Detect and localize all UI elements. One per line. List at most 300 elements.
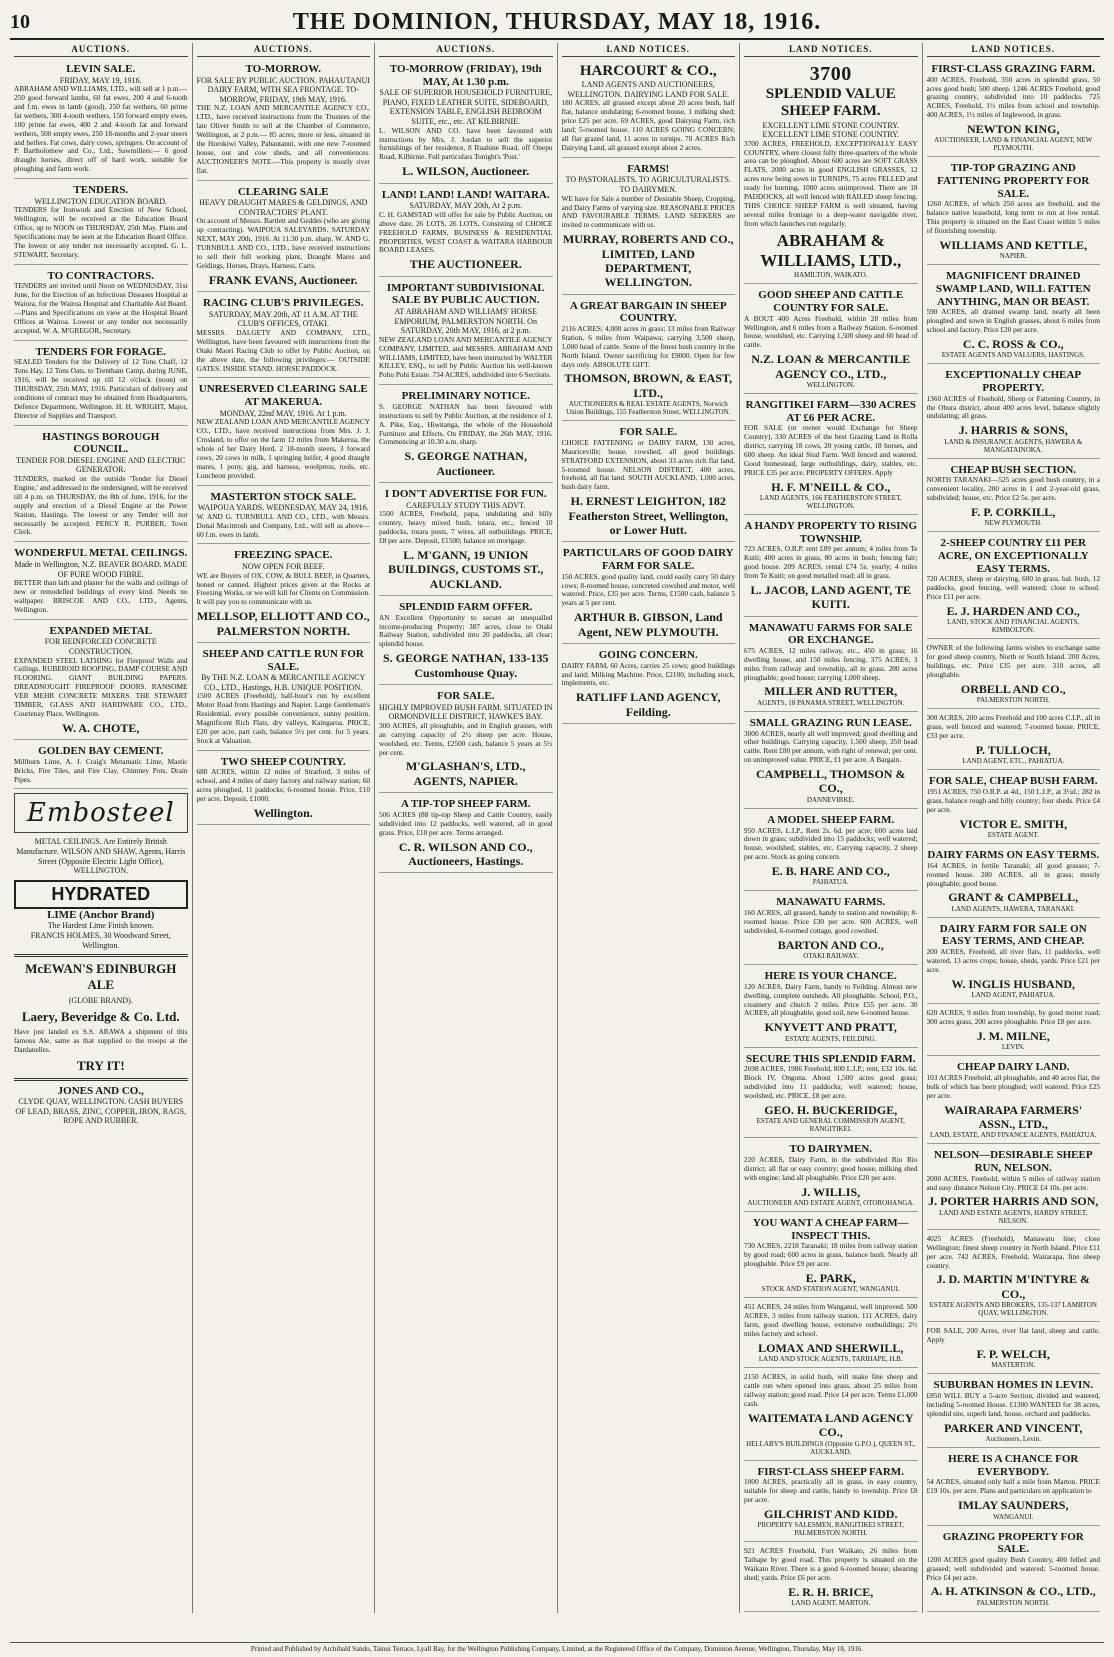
ad-agent-address: ESTATE AGENTS, FEILDING.	[785, 1034, 877, 1043]
advertisement	[379, 279, 553, 386]
ad-subtitle: WAIPOUA YARDS. WEDNESDAY, MAY 24, 1916.	[197, 503, 369, 513]
ad-agent: ABRAHAM & WILLIAMS, LTD.,	[760, 230, 902, 270]
ad-subtitle: AT ABRAHAM AND WILLIAMS' HORSE EMPORIUM, PALMERSTON NORTH. On SATURDAY, 20th MAY, 1916, at 2 p.m.	[394, 306, 537, 336]
ad-agent: L. M'GANN, 19 UNION BUILDINGS, CUSTOMS ST., AUCKLAND.	[388, 547, 544, 591]
ad-body: 4025 ACRES (Freehold), Manawatu line; close Wellington; finest sheep country in North Island. Price £11 per acre. 742 ACRES, Freehold, Wairarapa, fine sheep country.	[926, 1233, 1100, 1270]
ad-title: GOING CONCERN.	[598, 649, 698, 662]
ad-body: BETTER than lath and plaster for the walls and ceilings of new or remodelled buildings of every kind. Needs no wallpaper. BRISCOE AND CO., LTD., Agents, Wellington.	[14, 578, 188, 614]
column-1	[10, 43, 192, 1613]
ad-body: MESSRS. DALGETY AND COMPANY, LTD., Wellington, have been favoured with instructions from the Otaki Maori Racing Club to offer by Public Auction, on the above date, the following privileges:— OUTSIDE GATES. INSIDE STAND. HORSE PADDOCK.	[196, 327, 370, 373]
ad-title: TO CONTRACTORS.	[47, 269, 155, 282]
ad-subtitle: CAREFULLY STUDY THIS ADVT.	[406, 500, 526, 510]
ad-agent: F. P. WELCH,	[976, 1346, 1050, 1361]
column-heading: LAND NOTICES.	[744, 43, 918, 57]
advertisement	[744, 396, 918, 515]
ad-body: THE N.Z. LOAN AND MERCANTILE AGENCY CO., LTD., have received instructions from the Trustees of the late Oliver Smith to sell at the Chamber of Commerce, Wellington, at 2 p.m.— 85 acres, more or less, situated in the Horokiwi Valley, Pahautanui, with one new 7-roomed house, out and cow sheds, and all conveniences. AUCTIONEER'S NOTE.—This property is mostly river flat.	[196, 103, 370, 175]
ad-agent: L. WILSON, Auctioneer.	[402, 164, 530, 179]
ad-body: 723 ACRES, O.R.P. rent £89 per annum; 4 miles from Te Kuiti; 400 acres in grass, 80 acres in bush; fencing fair; good house. 209 ACRES, rental £74 5s. yearly; 4 miles from Te Kuiti; on good metalled road; all in grass.	[744, 544, 918, 580]
advertisement	[197, 60, 371, 181]
ad-body: SEALED Tenders for the Delivery of 12 Tons Chaff, 12 Tons Hay, 12 Tons Oats, to Trentham Camp, during JUNE, 1916, will be received up till 12 o'clock (noon) on THURSDAY, 25th MAY, 1916. Particulars of delivery and conditions of contract may be obtained from Headquarters, Defence Department, Wellington. H. H. WRIGHT, Major, Director of Supplies and Transport.	[14, 357, 188, 420]
ad-agent-address: LAND AGENTS, HAWERA, TARANAKI.	[951, 904, 1075, 913]
ad-agent: S. GEORGE NATHAN, Auctioneer.	[404, 449, 527, 478]
ad-agent-address: MASTERTON.	[991, 1361, 1036, 1370]
ad-agent: GEO. H. BUCKERIDGE,	[764, 1102, 898, 1117]
ad-body: FOR SALE, 200 Acres, river flat land, sheep and cattle. Apply	[926, 1326, 1100, 1345]
laery-beveridge-name: Laery, Beveridge & Co. Ltd.	[21, 1008, 180, 1024]
ad-title: PRELIMINARY NOTICE.	[401, 390, 530, 403]
column-6	[922, 43, 1105, 1613]
ad-body: WE have for Sale a number of Desirable Sheep, Cropping, and Dairy Farms of varying size. REASONABLE PRICES AND FAVOURABLE TERMS. LAND SEEKERS are invited to communicate with us.	[561, 193, 735, 230]
ad-body: EXPANDED STEEL LATHING for Fireproof Walls and Ceilings. RUBEROID ROOFING, DAMP COURSE AND FLOORING. GIANT BUILDING PAPERS. DREADNOUGHT FIREPROOF DOORS. RANSOME VER MEHR CONCRETE MIXERS. THE STEWART TIMBER, GLASS AND HARDWARE CO., LTD., Courtenay Place, Wellington.	[14, 655, 188, 718]
ad-title: SUBURBAN HOMES IN LEVIN.	[933, 1379, 1094, 1392]
ad-title: MANAWATU FARMS FOR SALE OR EXCHANGE.	[748, 621, 913, 647]
ad-body: £850 WILL BUY a 5-acre Section, divided and watered, including 5-roomed House. £1300 WANTED for 38 acres, splendid site, superb land, house, orchard and paddocks.	[926, 1391, 1100, 1418]
ad-body: A BOUT 400 Acres Freehold, within 28 miles from Wellington, and 6 miles from a Railway Station. 6-roomed house, woolshed, etc. Carrying 1,500 sheep and 60 head of cattle.	[744, 313, 918, 350]
ad-agent: MILLER AND RUTTER,	[764, 684, 898, 699]
advertisement	[14, 428, 188, 543]
column-4	[557, 43, 740, 1613]
ad-body: 3000 ACRES, nearly all well improved; good dwelling and other buildings. Carrying capacity, 1,500 sheep, 250 head cattle. Rent £80 per annum, with right of renewal; per cent. on unimproved value. PRICE, £1 per acre. A Bargain.	[744, 728, 918, 765]
ad-body: C. H. GAMSTAD will offer for sale by Public Auction, on above date, 26 LOTS, 26 LOTS, Consisting of CHOICE FREEHOLD FARMS, BUSINESS & RESIDENTIAL PROPERTIES, WEST COAST & WAITARA HARBOUR BOARD LEASES.	[379, 209, 553, 255]
advertisement	[197, 380, 371, 485]
ad-agent: PARKER AND VINCENT,	[944, 1420, 1083, 1435]
ad-body: 921 ACRES Freehold, Fort Waikato, 26 miles from Taihape by good road. This property is situated on the Waikato River. There is a good 6-roomed house; shearing shed; yards. Price £6 per acre.	[744, 1546, 918, 1583]
ad-body: 300 ACRES, all ploughable, and in English grasses, with an carrying capacity of 2½ sheep per acre. House, woolshed, etc. Terms, £2500 cash, balance 5 years at 5½ per cent.	[379, 720, 553, 757]
ad-agent-address: AUCTIONEERS & REAL ESTATE AGENTS, Norwich Union Buildings, 155 Featherston Street, WELLINGTON.	[566, 400, 731, 417]
ad-title: A HANDY PROPERTY TO RISING TOWNSHIP.	[744, 520, 918, 545]
ad-agent-address: LAND AND ESTATE AGENTS, HARDY STREET, NELSON.	[939, 1208, 1088, 1225]
ad-title: TIP-TOP GRAZING AND FATTENING PROPERTY FOR SALE.	[937, 162, 1090, 200]
ad-title: I DON'T ADVERTISE FOR FUN.	[384, 488, 547, 501]
ad-agent: N.Z. LOAN & MERCANTILE AGENCY CO., LTD.,	[751, 352, 911, 381]
advertisement	[744, 286, 918, 394]
ad-agent: CAMPBELL, THOMSON & CO.,	[756, 767, 906, 796]
ad-body: 2116 ACRES; 4,000 acres in grass; 13 miles from Railway Station, 6 miles from Waipawa; carrying 3,500 sheep, 1,000 head of cattle. Some of the finest bush country in the North Island. Owner sacrificing for £9000. Open for few days only. ABSOLUTE GIFT.	[561, 324, 735, 369]
ad-agent-address: HELLABY'S BUILDINGS (Opposite G.P.O.), QUEEN ST., AUCKLAND.	[746, 1439, 916, 1456]
ad-title: TWO SHEEP COUNTRY.	[220, 755, 346, 768]
ad-agent-address: ESTATE AGENTS AND BROKERS, 135-137 LAMBTON QUAY, WELLINGTON.	[929, 1301, 1097, 1318]
ad-agent: MELLSOP, ELLIOTT AND CO., PALMERSTON NORTH.	[196, 609, 370, 638]
ad-acreage: 3700	[809, 63, 852, 85]
ad-agent: KNYVETT AND PRATT,	[764, 1020, 897, 1035]
ad-title: FOR SALE.	[619, 426, 677, 439]
ad-body: 2698 ACRES, 1986 Freehold, 800 L.I.P.; rent, £32 10s. 6d. Block IV, Ongona. About 1,500 acres good grass; subdivided into 11 paddocks; well watered; house, woolshed, etc. PRICE, £8 per acre.	[744, 1064, 918, 1101]
ad-agent: VICTOR E. SMITH,	[959, 816, 1068, 831]
ad-body: 180 ACRES, all grassed except about 20 acres bush, half flat, balance undulating; 6-roomed house, 1 milking shed; price £25 per acre. 69 ACRES, good Dairying Farm, rich land; 5-roomed house. 110 ACRES GOING CONCERN; all flat grazed land, 11 acres in turnips. 70 ACRES Rich Dairying Land, all grassed except about 2 acres.	[561, 98, 735, 152]
column-heading: LAND NOTICES.	[562, 43, 736, 57]
ad-body: NEW ZEALAND LOAN AND MERCANTILE AGENCY CO., LTD., have received instructions from Mrs. J. J. Crosland, to offer on the farm 12 miles from Makerua, the whole of her Dairy Herd, 2 18-month steers, 3 forward cows, 20 cows in milk, 1 springing heifer, 4 good draught mares, 1 pony, gig, and harness, woolpress, tools, etc. Luncheon provided.	[196, 417, 370, 480]
ad-subtitle: NOW OPEN FOR BEEF.	[242, 562, 325, 572]
advertisement	[744, 60, 918, 284]
advertisement	[14, 742, 188, 789]
ad-title: TO-MORROW.	[245, 63, 321, 75]
ad-title: SHEEP AND CATTLE RUN FOR SALE.	[202, 647, 364, 673]
ad-agent: WAITEMATA LAND AGENCY CO.,	[747, 1410, 914, 1440]
ad-agent: J. D. MARTIN M'INTYRE & CO.,	[936, 1272, 1091, 1301]
ad-title: WONDERFUL METAL CEILINGS.	[14, 547, 188, 560]
ad-title: TENDERS FOR FORAGE.	[35, 345, 166, 358]
ad-agent-address: PALMERSTON NORTH.	[976, 1598, 1050, 1607]
ad-agent: NEWTON KING,	[967, 122, 1060, 137]
ad-title: FIRST-CLASS GRAZING FARM.	[931, 63, 1095, 75]
ad-body: 1200 ACRES good quality Bush Country, 400 felled and grassed; well subdivided and watered; 5-roomed house. Price £4 per acre.	[926, 1554, 1100, 1582]
ad-title: DAIRY FARMS ON EASY TERMS.	[927, 849, 1100, 862]
advertisement	[927, 1146, 1101, 1229]
ad-body: 620 ACRES, 9 miles from township, by good motor road; 300 acres grass, 200 acres ploughable. Price £8 per acre.	[926, 1008, 1100, 1027]
ad-agent-address: DANNEVIRKE.	[806, 795, 855, 804]
advertisement	[744, 619, 918, 712]
ad-subtitle: TO PASTORALISTS. TO AGRICULTURALISTS. TO DAIRYMEN.	[565, 175, 731, 195]
ad-body: CHOICE FATTENING or DAIRY FARM, 130 acres, Mauriceville; house, cowshed, all good buildings. STRATFORD EXTENSION, about 33 acres rich flat land, 5-roomed house. NELSON DISTRICT, 400 acres, freehold, all flat land. SOUTH AUCKLAND, 1,000 acres, bush dairy farm.	[561, 437, 735, 492]
ad-body: NEW ZEALAND LOAN AND MERCANTILE AGENCY COMPANY, LIMITED, and MESSRS. ABRAHAM AND WILLIAMS, LIMITED, have been instructed by WALTER KILLEY, ESQ., to sell by Public Auction his well-known Pohu Pohi Estate. 734 ACRES, subdivided into 6 Sections.	[379, 334, 553, 380]
ad-body: Millburn Lime, A. J. Craig's Metamatic Lime, Mastic Bricks, Fire Tiles, and Fire Clay, Chimney Pots, Drain Pipes.	[14, 756, 188, 784]
ad-agent: ARTHUR B. GIBSON, Land Agent, NEW PLYMOUTH.	[573, 610, 723, 639]
ad-body: 1951 ACRES, 750 O.R.P. at 4d., 150 L.I.P., at 3½d.; 282 in grass, balance rough and hilly country; four sheds. Price £4 per acre.	[926, 787, 1100, 814]
ad-body: DAIRY FARM, 60 Acres, carries 25 cows; good buildings and land; Milking Machine. Price, £2100, including stock, implements, etc.	[561, 660, 735, 688]
advertisement	[927, 846, 1101, 918]
column-heading: AUCTIONS.	[14, 43, 188, 57]
advertisement	[744, 1140, 918, 1212]
advertisement	[927, 534, 1101, 639]
ad-body: 400 ACRES, Freehold, 350 acres in splendid grass, 50 acres good bush; 500 sheep. 1246 ACRES Freehold, good grazing country, subdivided into 10 paddocks. 725 ACRES, Freehold, 1½ miles from school and township. 400 ACRES, 1½ miles of Inglewood, in grass.	[926, 74, 1100, 120]
advertisement	[744, 517, 918, 617]
ad-title: FARMS!	[627, 162, 670, 175]
ad-title: FREEZING SPACE.	[234, 549, 333, 562]
ad-agent-address: AGENTS, 18 PANAMA STREET, WELLINGTON.	[757, 698, 905, 707]
advertisement	[927, 267, 1101, 364]
advertisement	[14, 60, 188, 179]
ad-agent: BARTON AND CO.,	[777, 937, 884, 952]
ad-body: 2150 ACRES, in solid bush, will make fine sheep and cattle run when opened into grass, about 25 miles from railway station; good road. Price £4 per acre. Terms £1,000 cash.	[744, 1372, 918, 1409]
ad-title: CHEAP DAIRY LAND.	[956, 1061, 1070, 1074]
advertisement	[562, 423, 736, 542]
ad-title: GOOD SHEEP AND CATTLE COUNTRY FOR SALE.	[758, 289, 904, 315]
ad-title: GOLDEN BAY CEMENT.	[38, 745, 164, 758]
ad-subtitle: SALE OF SUPERIOR HOUSEHOLD FURNITURE, PIANO, FIXED LEATHER SUITE, SIDEBOARD, EXTENSION TABLE, ENGLISH BEDROOM SUITE, etc., etc. AT KILBIRNIE.	[379, 88, 553, 127]
ad-body: TENDERS for Ironwork and Erection of New School, Wellington, will be received at the Education Board Office, up to NOON on THURSDAY, 25th May. Plans and Specifications may be seen at the Education Board Office. The lowest or any tender not necessarily accepted. G. L. STEWART, Secretary.	[14, 205, 188, 259]
advertisement	[197, 294, 371, 378]
ad-title: MANAWATU FARMS.	[776, 896, 886, 909]
ad-body: ABRAHAM AND WILLIAMS, LTD., will sell at 1 p.m.— 250 good forward lambs, 60 fat ewes, 200 4 and 6-tooth and f.m. ewes in lamb (good), 250 fat wethers, 60 prime fat wethers, 300 4-tooth wethers, 150 forward empty ewes, 100 prime fat ewes, 400 2 and 4-tooth fat and forward wethers, 500 empty ewes, 250 18-months and 2-year steers and heifers. Fat cows, dairy cows, springers. On account of P. Bartholomew and Co., Ltd., Sawmillers:— 6 good draught horses, direct off of hard work, suitable for ploughing and farm work.	[14, 84, 188, 174]
column-heading: AUCTIONS.	[379, 43, 553, 57]
ad-title: A MODEL SHEEP FARM.	[767, 813, 895, 826]
ad-title: HARCOURT & CO.,	[579, 63, 717, 79]
ad-subtitle: HIGHLY IMPROVED BUSH FARM. SITUATED IN ORMONDVILLE DISTRICT, HAWKE'S BAY.	[379, 702, 553, 722]
advertisement	[744, 1544, 918, 1612]
ad-body: 1500 ACRES (Freehold), half-hour's run by excellent Motor Road from Hastings and Napier. Large Gentleman's Residential, every possible convenience, sunny position. Magnificent Rich Flats, dry valleys, Kaingaroa. PRICE, £20 per acre, part cash, balance 5½ per cent. for 5 years. Stock at Valuation.	[196, 691, 370, 745]
ad-title: A TIP-TOP SHEEP FARM.	[400, 798, 531, 811]
ad-agent-address: AUCTIONEER, LAND & FINANCIAL AGENT, NEW PLYMOUTH.	[934, 136, 1093, 153]
ad-agent: LOMAX AND SHERWILL,	[758, 1340, 904, 1355]
advertisement	[744, 1370, 918, 1460]
ad-agent: A. H. ATKINSON & CO., LTD.,	[930, 1584, 1096, 1599]
ad-body: 1500 ACRES, Freehold, papa, undulating and hilly country, heavy mixed bush, totara, etc., fenced 10 paddocks, totara posts, 7 wires, all outbuildings. PRICE, £8 per acre. Deposit, £1500; balance on mortgage.	[379, 509, 553, 545]
advertisement	[927, 1376, 1101, 1448]
ad-subtitle: SATURDAY, MAY 20th, AT 11 A.M. AT THE CLUB'S OFFICES, OTAKI.	[208, 309, 358, 329]
advertisement	[744, 967, 918, 1048]
ad-body: 730 ACRES, 2218 Taranaki; 18 miles from railway station by good road; 600 acres in grass, balance bush. Nearly all ploughable. Price £9 per acre.	[744, 1241, 918, 1269]
advertisement	[744, 1463, 918, 1543]
masthead	[10, 6, 1104, 40]
ad-body: 103 ACRES Freehold, all ploughable, and 40 acres flat, the bulk of which has been ploughed; well watered. Price £25 per acre.	[926, 1072, 1100, 1100]
ad-body: 164 ACRES, in fertile Taranaki; all good grasses; 7-roomed house. 280 ACRES, all in grass; mostly ploughable; good house.	[926, 860, 1100, 888]
ad-title: TENDERS.	[73, 184, 129, 197]
ad-agent: E. B. HARE AND CO.,	[771, 864, 890, 879]
advertisement	[927, 772, 1101, 844]
ad-agent: E. PARK,	[805, 1271, 856, 1285]
lime-brand: LIME (Anchor Brand)	[47, 908, 155, 921]
ad-agent: H. F. M'NEILL & CO.,	[771, 479, 891, 494]
ad-agent-address: PROPERTY SALESMEN, RANGITIKEI STREET, PALMERSTON NORTH.	[757, 1521, 904, 1538]
ad-subtitle: MONDAY, 22nd MAY, 1916. At 1 p.m.	[219, 408, 347, 418]
ad-body: 120 ACRES, Dairy Farm, handy to Feilding. Almost new dwelling, complete outsheds. All ploughable. School, P.O., creamery and church 2 miles. Price £55 per acre. 30 ACRES, all ploughable, good soil, new 6-roomed house.	[744, 981, 918, 1018]
advertisement	[14, 343, 188, 426]
ad-body: 3700 ACRES, FREEHOLD, EXCEPTIONALLY EASY COUNTRY, where closest fully three-quarters of the whole area can be ploughed. About 600 acres are SOFT GRASS FLATS, 2000 acres in good ENGLISH GRASSES, 12 acres now being sown in TURNIPS, 75 acres FELLED and ready for burning, 1000 acres unimproved. There are 18 PADDOCKS, all well fenced with RAILED sheep fencing. THIS CHOICE SHEEP FARM is well situated, having several miles frontage to a deep-water navigable river, from which launches run regularly.	[744, 138, 918, 228]
advertisement	[379, 598, 553, 685]
imprint-footer: Printed and Published by Archibald Sando, Tainui Terrace, Lyall Bay, for the Wellington Publishing Company, Limited, at the Registered Office of the Company, Dominion Avenue, Wellington, Thursday, May 18, 1916.	[10, 1642, 1104, 1653]
column-heading: LAND NOTICES.	[927, 43, 1101, 57]
advertisement	[927, 366, 1101, 458]
ad-agent: C. R. WILSON AND CO., Auctioneers, Hastings.	[398, 839, 533, 868]
advertisement	[379, 795, 553, 873]
ad-agent: GRANT & CAMPBELL,	[948, 890, 1079, 905]
ad-agent-address: LAND AGENTS, 166 FEATHERSTON STREET, WELLINGTON.	[759, 494, 902, 511]
ad-title: HERE IS YOUR CHANCE.	[764, 970, 897, 983]
ad-title: SMALL GRAZING RUN LEASE.	[749, 716, 912, 729]
advertisement	[744, 893, 918, 965]
ad-body: L. WILSON AND CO. have been favoured with instructions by Mrs. J. Jordan to sell the superior furnishings of her residence, 8 Ruahine Road, off Onepu Road, Kilbirnie. Full particulars Tonight's 'Post.'	[379, 125, 553, 162]
ad-agent-address: STOCK AND STATION AGENT, WANGANUI.	[761, 1285, 900, 1294]
jones-details: CLYDE QUAY, WELLINGTON. CASH BUYERS OF LEAD, BRASS, ZINC, COPPER, IRON, RAGS, ROPE AND RUBBER.	[15, 1097, 187, 1126]
ad-agent: MURRAY, ROBERTS AND CO., LIMITED, LAND DEPARTMENT, WELLINGTON.	[562, 232, 734, 290]
ad-agent: P. TULLOCH,	[975, 743, 1051, 757]
ad-agent: E. R. H. BRICE,	[788, 1584, 874, 1599]
column-2	[192, 43, 375, 1613]
ad-agent: WAIRARAPA FARMERS' ASSN., LTD.,	[944, 1102, 1083, 1132]
embosteel-details: METAL CEILINGS. Are Entirely British Manufacture. WILSON AND SHAW, Agents, Harris Street (Opposite Electric Light Office), WELLINGTON.	[16, 837, 186, 876]
ad-body: S. GEORGE NATHAN has been favoured with instructions to sell by Public Auction, at the residence of J. A. Pike, Esq., Hiwitanga, the whole of the Household Furniture and Effects. On FRIDAY, the 26th MAY, 1916. Commencing at 10.30 a.m. sharp.	[379, 401, 553, 447]
ad-agent-address: Auctioneers, Levin.	[985, 1435, 1041, 1444]
advertisement	[562, 646, 736, 724]
ad-agent-address: LAND AGENT, MARTON.	[791, 1599, 871, 1608]
hydrated-lime-logo: HYDRATED	[14, 880, 188, 909]
divider	[14, 954, 188, 957]
ad-agent: H. ERNEST LEIGHTON, 182 Featherston Street, Wellington, or Lower Hutt.	[568, 494, 729, 538]
ad-agent: W. A. CHOTE,	[62, 720, 140, 735]
ad-agent-address: NAPIER.	[999, 252, 1027, 261]
ad-title: FOR SALE, CHEAP BUSH FARM.	[929, 775, 1098, 788]
advertisement	[379, 186, 553, 277]
advertisement	[14, 181, 188, 265]
column-5	[739, 43, 922, 1613]
column-heading: AUCTIONS.	[197, 43, 371, 57]
advertisement	[197, 183, 371, 293]
advertisement	[197, 546, 371, 643]
ad-body: 150 ACRES, good quality land, could easily carry 50 dairy cows; 8-roomed house, concreted cowshed and motor, well watered. Price, £35 per acre. Terms, £1500 cash, balance 5 years at 5 per cent.	[561, 571, 735, 608]
advertisement	[379, 687, 553, 793]
advertisement	[927, 1450, 1101, 1525]
ad-agent: S. GEORGE NATHAN, 133-135 Customhouse Quay.	[383, 651, 549, 680]
advertisement	[927, 920, 1101, 1004]
advertisement	[744, 1050, 918, 1139]
ad-title: PARTICULARS OF GOOD DAIRY FARM FOR SALE.	[562, 547, 734, 573]
advertisement	[14, 544, 188, 619]
laery-text: Have just landed ex S.S. ARAWA a shipment of this famous Ale, same as that supplied to the troops at the Dardanelles.	[14, 1026, 188, 1054]
ad-body: 220 ACRES, Dairy Farm, in the subdivided Rio Rio district; all flat or easy country; good house, milking shed with engine; land all ploughable. Price £20 per acre.	[744, 1154, 918, 1182]
advertisement	[744, 714, 918, 809]
ad-title: IMPORTANT SUBDIVISIONAL SALE BY PUBLIC AUCTION.	[386, 281, 545, 307]
ad-subtitle: HEAVY DRAUGHT MARES & GELDINGS, AND CONTRACTORS' PLANT.	[199, 198, 368, 217]
embosteel-logo: Embosteel	[14, 793, 188, 833]
ad-agent-address: WELLINGTON.	[806, 381, 855, 389]
ad-agent-address: WANGANUI.	[993, 1512, 1034, 1521]
advertisement	[927, 1006, 1101, 1056]
advertisement	[927, 1528, 1101, 1612]
try-it: TRY IT!	[76, 1057, 125, 1073]
ad-body: 506 ACRES (88 tip-top Sheep and Cattle Country, easily subdivided into 12 paddocks, well watered, all in good grass. Price, £10 per acre. Terms arranged.	[379, 809, 553, 837]
ad-title: RANGITIKEI FARM—330 ACRES AT £6 PER ACRE.	[745, 399, 916, 424]
newspaper-title: THE DOMINION, THURSDAY, MAY 18, 1916.	[292, 8, 822, 35]
divider	[14, 1078, 188, 1081]
ad-title: FOR SALE.	[437, 690, 495, 703]
advertisement	[927, 60, 1101, 157]
ad-body: 2000 ACRES, Freehold, within 5 miles of railway station and easy distance Nelson City. PRICE £4 10s. per acre.	[926, 1173, 1100, 1192]
ad-body: 590 ACRES, all drained swamp land, nearly all been ploughed and sown in English grasses, about 6 miles from school and factory. Price £20 per acre.	[926, 307, 1100, 335]
advertisement	[562, 60, 736, 158]
ad-title: MAGNIFICENT DRAINED SWAMP LAND, WILL FATTEN ANYTHING, MAN OR BEAST.	[935, 270, 1091, 308]
ad-title: CHEAP BUSH SECTION.	[950, 463, 1077, 476]
ad-agent: F. P. CORKILL,	[971, 505, 1056, 519]
column-3	[374, 43, 557, 1613]
ad-body: FOR SALE (or owner would Exchange for Sheep Country), 330 ACRES of the best Grazing Land in Rolla district, carrying 18 cows, 20 young cattle, 18 horses, and 600 sheep. An ideal Stud Farm. Well fenced and watered. Good homestead, large outbuildings, dairy, stables, etc. PRICE £35 per acre. PROPERTY OFFERS. Apply	[744, 423, 918, 477]
ad-agent: J. PORTER HARRIS AND SON,	[928, 1194, 1099, 1209]
ad-agent-address: LAND, STOCK AND FINANCIAL AGENTS, KIMBOLTON.	[947, 618, 1080, 635]
ad-agent-address: LEVIN.	[1001, 1043, 1025, 1052]
advertisement	[744, 1214, 918, 1298]
ad-agent: THE AUCTIONEER.	[409, 257, 522, 272]
ad-agent: J. M. MILNE,	[976, 1028, 1050, 1043]
ad-agent-address: NEW PLYMOUTH.	[984, 519, 1042, 528]
ad-title: SECURE THIS SPLENDID FARM.	[745, 1052, 916, 1065]
ad-title: A GREAT BARGAIN IN SHEEP COUNTRY.	[569, 299, 727, 325]
ad-agent: ORBELL AND CO.,	[960, 681, 1066, 696]
ad-agent-address: LAND AGENT, ETC., PAHIATUA.	[962, 757, 1065, 766]
ad-title: LEVIN SALE.	[66, 63, 136, 75]
ad-body: 680 ACRES, within 12 miles of Stratford, 3 miles of school, and 4 miles of dairy factory and railway station; 60 acres ploughed, 11 paddocks; 6-roomed house. Price, £10 per acre. Deposit, £1000.	[196, 767, 370, 804]
ad-subtitle: EXCELLENT LIME STONE COUNTRY. EXCELLENT LIME STONE COUNTRY.	[762, 120, 899, 140]
ad-agent-address: ESTATE AGENT.	[987, 831, 1039, 840]
ad-body: On account of Messrs. Bartlett and Geddes (who are giving up contracting). WAIPOUA SALEYARDS. SATURDAY NEXT, MAY 20th, 1916. At 11.30 p.m. sharp. W. AND G. TURNBULL AND CO., LTD., have received instructions to sell their full working plant, Draught Mares and Geldings, Horses, Drays, Harness, Carts.	[196, 216, 370, 270]
ad-subtitle: FRIDAY, MAY 19, 1916.	[59, 75, 142, 85]
advertisement	[744, 1300, 918, 1368]
advertisement	[379, 387, 553, 483]
ad-body: W. AND G. TURNBULL AND CO., LTD., with Messrs. Donal Macintosh and Company, Ltd., will sell as above— 60 f.m. ewes in lamb.	[196, 511, 370, 539]
ad-agent-address: HAMILTON, WAIKATO.	[794, 271, 868, 280]
ad-agent-address: LAND AND STOCK AGENTS, TARIHAPE, H.B.	[758, 1355, 903, 1364]
ad-body: AN Excellent Opportunity to secure an unequalled income-producing Property; 387 acres, close to Otaki Railway Station, subdivided into 20 paddocks, all clear; splendid house.	[379, 612, 553, 649]
ad-subtitle: FOR SALE BY PUBLIC AUCTION. PAHAUTANUI DAIRY FARM, WITH SEA FRONTAGE. TO-MORROW, FRIDAY, 19th MAY, 1916.	[196, 75, 370, 104]
ad-title: SPLENDID VALUE SHEEP FARM.	[765, 86, 896, 120]
ad-agent: THOMSON, BROWN, & EAST, LTD.,	[564, 371, 733, 400]
ad-agent-address: ESTATE AND GENERAL COMMISSION AGENT, RANGITIKEI.	[756, 1117, 905, 1134]
ad-title: LAND! LAND! LAND! WAITARA.	[381, 188, 550, 201]
ad-body: 54 ACRES, situated only half a mile from Marton. PRICE £19 10s. per acre. Plans and particulars on application to	[926, 1477, 1100, 1496]
ad-body: NORTH TARANAKI—525 acres good bush country, in a convenient locality, 200 acres in 1 and 2-year-old grass, subdivided; house, etc. Price £2 5s. per acre.	[926, 475, 1100, 503]
ad-agent-address: LAND & INSURANCE AGENTS, HAWERA & MANGATAINOKA.	[944, 437, 1083, 454]
mcewan-ale-title: McEWAN'S EDINBURGH ALE	[25, 961, 177, 993]
ad-subtitle: FOR REINFORCED CONCRETE CONSTRUCTION.	[44, 637, 157, 656]
advertisement	[197, 488, 371, 545]
advertisement	[379, 485, 553, 596]
page-number: 10	[10, 10, 30, 33]
ad-agent: Wellington.	[253, 806, 313, 820]
ad-agent-address: OTAKI RAILWAY.	[803, 952, 859, 961]
ad-title: SPLENDID FARM OFFER.	[399, 601, 533, 614]
ad-subtitle: By THE N.Z. LOAN & MERCANTILE AGENCY CO., LTD., Hastings, H.B. UNIQUE POSITION.	[201, 673, 366, 692]
ad-body: 720 ACRES, sheep or dairying, 600 in grass, bal. bush, 12 paddocks, good fencing, well watered; close to school. Price £11 per acre.	[926, 574, 1100, 602]
ad-title: EXCEPTIONALLY CHEAP PROPERTY.	[945, 369, 1082, 394]
advertisement	[927, 461, 1101, 533]
jones-name: JONES AND CO.,	[57, 1084, 144, 1097]
ad-agent: IMLAY SAUNDERS,	[958, 1498, 1069, 1513]
ad-body: 160 ACRES, all grassed, handy to station and township; 8-roomed house. Price £30 per acre. 600 ACRES, well subdivided, 6-roomed cottage, good cowshed.	[744, 908, 918, 935]
ad-body: 1000 ACRES, practically all in grass, in easy country, suitable for sheep and cattle, handy to township. Price £8 per acre.	[744, 1477, 918, 1505]
ad-agent: RATLIFF LAND AGENCY, Feilding.	[575, 690, 721, 719]
advertisement	[14, 267, 188, 341]
ad-title: TO-MORROW (FRIDAY), 19th MAY, At 1.30 p.m.	[389, 63, 542, 88]
ad-agent-address: LAND AGENT, PAHIATUA.	[971, 991, 1056, 1000]
ad-title: NELSON—DESIRABLE SHEEP RUN, NELSON.	[933, 1149, 1093, 1175]
advertisement	[197, 645, 371, 751]
ad-agent-address: PALMERSTON NORTH.	[976, 696, 1050, 705]
ad-agent: M'GLASHAN'S, LTD., AGENTS, NAPIER.	[405, 759, 526, 788]
ad-body: 950 ACRES, L.I.P., Rent 2s. 6d. per acre; 600 acres laid down in grass; subdivided into 15 paddocks; well watered; house, woolshed, stables, etc. Carrying capacity, 2 sheep per acre. Stock as going concern.	[744, 825, 918, 862]
ad-body: 451 ACRES, 24 miles from Wanganui, well improved. 500 ACRES, 3 miles from railway station. 111 ACRES, dairy farm, good dwelling house, extensive outbuildings; 2½ miles factory and school.	[744, 1302, 918, 1339]
ad-agent: FRANK EVANS, Auctioneer.	[208, 272, 358, 287]
ad-title: TO DAIRYMEN.	[789, 1143, 873, 1156]
advertisement	[197, 753, 371, 826]
ad-agent: WILLIAMS AND KETTLE,	[939, 237, 1088, 252]
ad-title: RACING CLUB'S PRIVILEGES.	[203, 297, 364, 310]
ad-body: 1360 ACRES of Freehold, Sheep or Fattening Country, in the Ohura district, about 400 acres level, balance slightly undulating; all grass.	[926, 393, 1100, 421]
advertisement	[927, 1324, 1101, 1374]
ad-title: YOU WANT A CHEAP FARM—INSPECT THIS.	[752, 1217, 909, 1242]
ad-agent-address: AUCTIONEER AND ESTATE AGENT, OTOROHANGA.	[747, 1199, 915, 1208]
ad-title: DAIRY FARM FOR SALE ON EASY TERMS, AND CHEAP.	[939, 922, 1087, 948]
ad-title: UNRESERVED CLEARING SALE AT MAKERUA.	[198, 383, 368, 409]
advertisement	[562, 297, 736, 422]
ad-title: EXPANDED METAL	[49, 624, 153, 637]
ad-body: 300 ACRES, 200 acres Freehold and 100 acres C.I.P., all in grass, well fenced and watered; 7-roomed house. PRICE, £33 per acre.	[926, 713, 1100, 741]
ad-body: WE are Buyers of OX, COW, & BULL BEEF, in Quarters, boned or canned. Highest prices given at the Rocks at Freezing Works, or we will kill for Clients on Commission. It will pay you to communicate with us.	[196, 570, 370, 607]
ad-title: HASTINGS BOROUGH COUNCIL.	[42, 430, 160, 456]
ad-body: TENDERS are invited until Noon on WEDNESDAY, 31st June, for the Erection of an Infectious Diseases Hospital at Waiora, for the Wairoa Hospital and Charitable Aid Board.—Plans and Specifications on view at the Hospital Board Offices at Wairoa. Lowest or any tender not necessarily accepted. W. A. M'GREGOR, Secretary.	[14, 281, 188, 335]
ad-body: TENDERS, marked on the outside 'Tender for Diesel Engine,' and addressed to the undersigned, will be received till 4 p.m. on THURSDAY, the 8th of June, 1916, for the supply and erection of a Diesel Engine at the Power Station, Hastings. The lowest or any Tender will not necessarily be accepted. PERCY R. PURBER, Town Clerk.	[14, 474, 188, 537]
mcewan-brand: (GLOBE BRAND).	[68, 996, 133, 1006]
advertisement	[927, 641, 1101, 709]
advertisement	[927, 1058, 1101, 1144]
ad-body: 200 ACRES, Freehold, all river flats, 11 paddocks, well watered, 13 acres crops; house, sheds, yards. Price £21 per acre.	[926, 947, 1100, 974]
ad-body: OWNER of the following farms wishes to exchange same for good sheep country, North or South Island. 200 Acres, buildings, etc. Price £35 per acre. 310 acres, all ploughable.	[926, 643, 1100, 680]
advertisement	[562, 160, 736, 295]
ad-body: 675 ACRES, 12 miles railway, etc., 450 in grass; 16 dwelling house, and 150 miles fencing. 375 ACRES, 3 miles from railway and township, all in grass. 200 acres ploughable; good house; carrying 1,000 sheep.	[744, 645, 918, 682]
ad-agent: E. J. HARDEN AND CO.,	[946, 603, 1080, 618]
columns-container	[10, 43, 1104, 1613]
advertisement	[14, 622, 188, 740]
ad-agent: L. JACOB, LAND AGENT, TE KUITI.	[750, 582, 912, 612]
ad-title: 2-SHEEP COUNTRY £11 PER ACRE, ON EXCEPTIONALLY EASY TERMS.	[937, 537, 1089, 575]
ad-agent: GILCHRIST AND KIDD.	[764, 1507, 898, 1521]
